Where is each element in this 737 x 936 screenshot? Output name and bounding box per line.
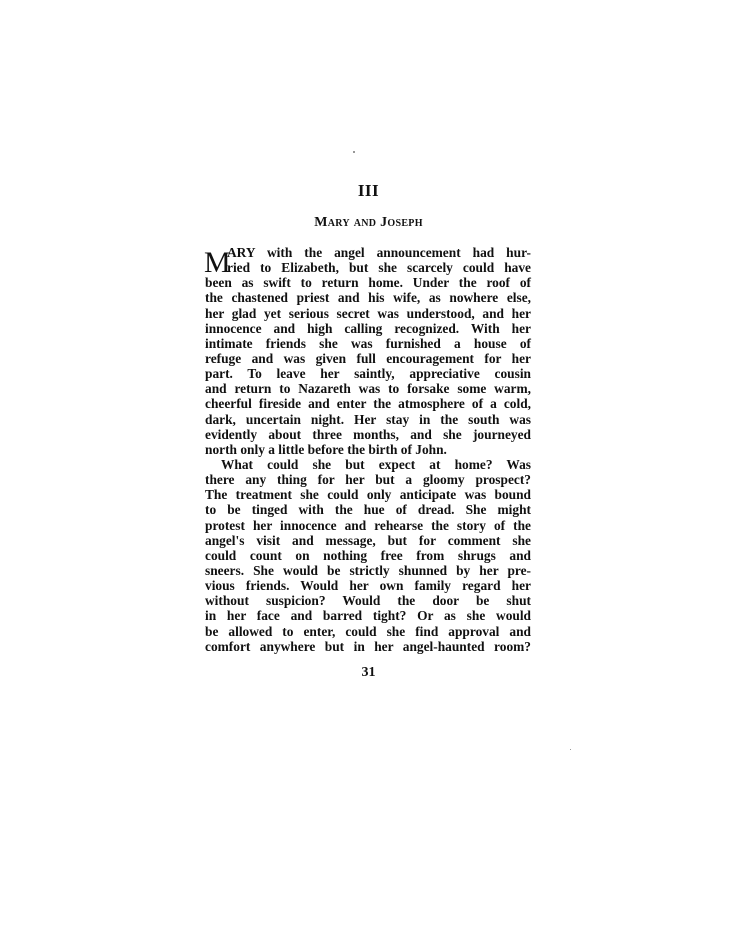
- text-line: vious friends. Would her own family regard her: [205, 578, 531, 594]
- text-line: sneers. She would be strictly shunned by her pre-: [205, 562, 531, 578]
- text-line: ried to Elizabeth, but she scarcely could have: [227, 260, 531, 276]
- text-line: refuge and was given full encouragement for her: [205, 350, 531, 366]
- chapter-number: III: [357, 181, 380, 200]
- text-line: ARY with the angel announcement had hur-: [227, 245, 531, 260]
- chapter-title: Mary and Joseph: [314, 215, 423, 230]
- text-line: angel's visit and message, but for comment she: [205, 532, 531, 548]
- text-line: The treatment she could only anticipate was bound: [205, 487, 531, 503]
- page-number: 31: [361, 665, 376, 680]
- text-line: intimate friends she was furnished a house of: [205, 335, 531, 351]
- scan-speck: [353, 151, 355, 153]
- text-line: could count on nothing free from shrugs and: [205, 547, 531, 563]
- text-line: there any thing for her but a gloomy prospect?: [205, 472, 531, 488]
- text-line: the chastened priest and his wife, as nowhere else,: [205, 290, 531, 306]
- text-line: innocence and high calling recognized. With her: [205, 320, 531, 336]
- text-line: protest her innocence and rehearse the story of the: [205, 517, 531, 533]
- text-line: cheerful fireside and enter the atmosphere of a cold,: [205, 396, 531, 412]
- drop-cap: M: [204, 246, 231, 279]
- text-line: and return to Nazareth was to forsake some warm,: [205, 381, 531, 397]
- text-line: north only a little before the birth of John.: [205, 441, 447, 457]
- text-line: been as swift to return home. Under the roof of: [205, 275, 531, 291]
- text-line: in her face and barred tight? Or as she would: [205, 608, 531, 624]
- body-text: [205, 245, 531, 654]
- text-line: What could she but expect at home? Was: [221, 456, 531, 472]
- text-line: part. To leave her saintly, appreciative cousin: [205, 366, 531, 382]
- text-line: without suspicion? Would the door be shut: [205, 593, 531, 609]
- text-line: to be tinged with the hue of dread. She might: [205, 502, 531, 518]
- scan-speck: [570, 749, 571, 750]
- text-line: her glad yet serious secret was understood, and her: [205, 305, 531, 321]
- text-line: comfort anywhere but in her angel-haunted room?: [205, 638, 531, 654]
- text-line: dark, uncertain night. Her stay in the south was: [205, 411, 531, 427]
- text-line: be allowed to enter, could she find approval and: [205, 623, 531, 639]
- text-line: evidently about three months, and she journeyed: [205, 426, 531, 442]
